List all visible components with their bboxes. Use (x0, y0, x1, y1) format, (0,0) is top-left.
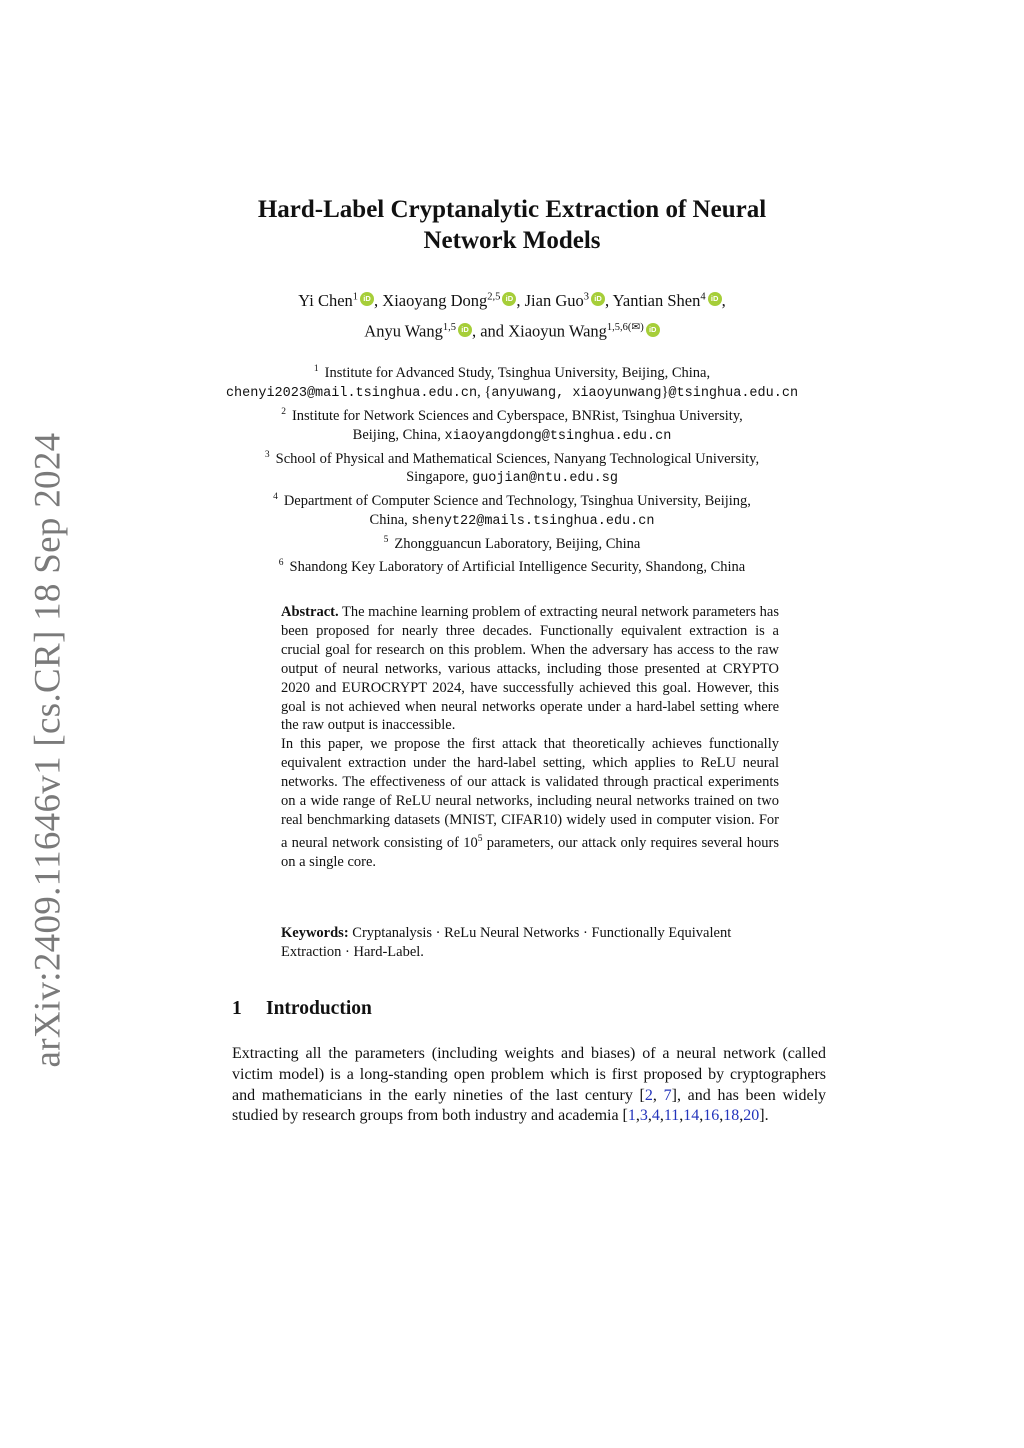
affiliation-number: 6 (278, 558, 284, 569)
abstract-paragraph-2 (281, 735, 779, 871)
affiliation-text: } (661, 383, 669, 400)
affiliation-text: China, (369, 512, 412, 529)
author-line-2 (0, 321, 1024, 342)
affiliation-line (0, 531, 1024, 554)
citation-link[interactable]: 3 (639, 1107, 648, 1125)
affiliation-text: Department of Computer Science and Technology, Tsinghua University, Beijing, (283, 493, 751, 510)
citation-link[interactable]: 14 (683, 1107, 700, 1125)
affiliation-text: Zhongguancun Laboratory, Beijing, China (394, 536, 641, 553)
citation-link[interactable]: 4 (651, 1107, 660, 1125)
abstract-label: Abstract. (281, 604, 339, 620)
intro-text-run: , (652, 1086, 664, 1104)
email-link[interactable]: guojian@ntu.edu.sg (472, 471, 618, 487)
affiliation-line (0, 403, 1024, 426)
abstract-text: The machine learning problem of extracting neural network parameters has been proposed for nearly three decades. Functionally equivalent extraction is a crucial goal for research on this problem. When the adversary has access to the raw output of neural networks, various attacks, including those presented at CRYPTO 2020 and EUROCRYPT 2024, have successfully achieved this goal. However, this goal is not achieved when neural networks operate under a hard-label setting where the raw output is inaccessible. (281, 604, 779, 734)
author-affiliation-sup: 4 (700, 291, 706, 303)
affiliation-number: 2 (281, 406, 286, 417)
citation-link[interactable]: 20 (743, 1107, 760, 1125)
affiliation-text: Shandong Key Laboratory of Artificial Intelligence Security, Shandong, China (289, 558, 746, 575)
affiliation-text: Beijing, China, (352, 426, 445, 443)
author-affiliation-sup: 1 (352, 291, 359, 303)
intro-text-run: Extracting all the parameters (including weights and biases) of a neural network (called victim model) is a long-standing open problem which is first proposed by cryptographers and mathematicians in the early nineties of the last century [ (232, 1045, 826, 1104)
orcid-icon[interactable]: iD (360, 292, 374, 306)
abstract-block (281, 603, 779, 872)
abstract-text: In this paper, we propose the first attack that theoretically achieves functionally equivalent extraction under the hard-label setting, which applies to ReLU neural networks. The effectiveness of our attack is validated through practical experiments on a wide range of ReLU neural networks, including neural networks trained on two real benchmarking datasets (MNIST, CIFAR10) widely used in computer vision. For a neural network consisting of 10 (281, 736, 779, 851)
abstract-paragraph-1 (281, 603, 779, 735)
section-heading (232, 998, 372, 1020)
section-number: 1 (232, 998, 242, 1019)
author-separator: , (374, 291, 383, 310)
affiliation-line (0, 446, 1024, 469)
email-domain[interactable]: @tsinghua.edu.cn (668, 385, 799, 401)
affiliation-text: Singapore, (406, 469, 473, 486)
author-separator: , and (471, 321, 509, 341)
affiliation-line (0, 360, 1024, 383)
title-line-2: Network Models (423, 227, 601, 254)
citation-link[interactable]: 2 (644, 1086, 653, 1104)
keywords-text: Cryptanalysis · ReLu Neural Networks · Functionally Equivalent Extraction · Hard-Label. (281, 925, 732, 960)
author-name: Xiaoyang Dong (382, 291, 488, 310)
intro-text: Extracting all the parameters (including weights and biases) of a neural network (called victim model) is a long-standing open problem which is first proposed by cryptographers and mathematicians in the early nineties of the last century [2, 7], and has been widely studied by research groups from both industry and academia [1,3,4,11,14,16,18,20]. (232, 1045, 827, 1125)
citation-link[interactable]: 7 (663, 1086, 672, 1104)
keywords-block (281, 924, 779, 962)
author-affiliation-sup: 2,5 (487, 291, 501, 303)
arxiv-identifier-stamp: arXiv:2409.11646v1 [cs.CR] 18 Sep 2024 (27, 432, 69, 1068)
author-name: Yantian Shen (612, 291, 701, 310)
intro-text-run: ], and has been widely studied by research groups from both industry and academia [ (232, 1086, 827, 1125)
author-affiliation-sup: 1,5,6(✉) (606, 322, 644, 333)
citation-link[interactable]: 16 (703, 1107, 720, 1125)
email-link[interactable]: chenyi2023@mail.tsinghua.edu.cn (225, 385, 478, 401)
author-affiliation-sup: 3 (583, 291, 589, 303)
affiliation-text: , { (477, 383, 492, 400)
citation-link[interactable]: 1 (627, 1107, 636, 1125)
paper-title (0, 194, 1024, 256)
affiliation-text: Institute for Advanced Study, Tsinghua University, Beijing, China, (324, 364, 711, 381)
title-line-1: Hard-Label Cryptanalytic Extraction of Neural (257, 196, 767, 223)
section-title: Introduction (266, 998, 372, 1019)
author-separator: , (516, 291, 525, 310)
affiliation-number: 5 (383, 535, 389, 546)
affiliation-line (0, 511, 1024, 531)
citation-link[interactable]: 18 (723, 1107, 740, 1125)
affiliation-email-line (0, 383, 1024, 403)
email-link[interactable]: shenyt22@mails.tsinghua.edu.cn (411, 514, 655, 530)
email-link[interactable]: anyuwang, xiaoyunwang (491, 385, 662, 401)
orcid-icon[interactable]: iD (708, 292, 722, 306)
affiliation-line (0, 554, 1024, 577)
keywords-label: Keywords: (281, 925, 349, 941)
author-name: Xiaoyun Wang (508, 321, 607, 341)
affiliations-block (0, 360, 1024, 577)
affiliation-number: 1 (313, 364, 319, 374)
affiliation-text: School of Physical and Mathematical Sciences, Nanyang Technological University, (275, 450, 760, 467)
author-name: Yi Chen (298, 291, 353, 310)
affiliation-line (0, 426, 1024, 446)
author-name: Jian Guo (524, 291, 584, 310)
affiliation-line (0, 488, 1024, 511)
introduction-paragraph (232, 1044, 826, 1127)
author-line-1 (0, 291, 1024, 311)
intro-text-run: ]. (759, 1107, 769, 1125)
author-separator: , (605, 291, 613, 310)
affiliation-line (0, 468, 1024, 488)
orcid-icon[interactable]: iD (591, 292, 605, 306)
author-name: Anyu Wang (364, 321, 443, 341)
orcid-icon[interactable]: iD (458, 323, 472, 337)
affiliation-number: 4 (273, 492, 278, 503)
email-link[interactable]: xiaoyangdong@tsinghua.edu.cn (444, 428, 672, 444)
author-affiliation-sup: 1,5 (442, 322, 456, 333)
affiliation-text: Institute for Network Sciences and Cyberspace, BNRist, Tsinghua University, (291, 407, 743, 424)
affiliation-number: 3 (264, 449, 270, 460)
author-separator: , (721, 291, 726, 310)
abstract-exponent: 5 (477, 833, 483, 844)
orcid-icon[interactable]: iD (646, 323, 660, 337)
orcid-icon[interactable]: iD (502, 292, 516, 306)
abstract-text: parameters, our attack only requires several hours on a single core. (281, 834, 779, 870)
citation-link[interactable]: 11 (663, 1107, 680, 1125)
